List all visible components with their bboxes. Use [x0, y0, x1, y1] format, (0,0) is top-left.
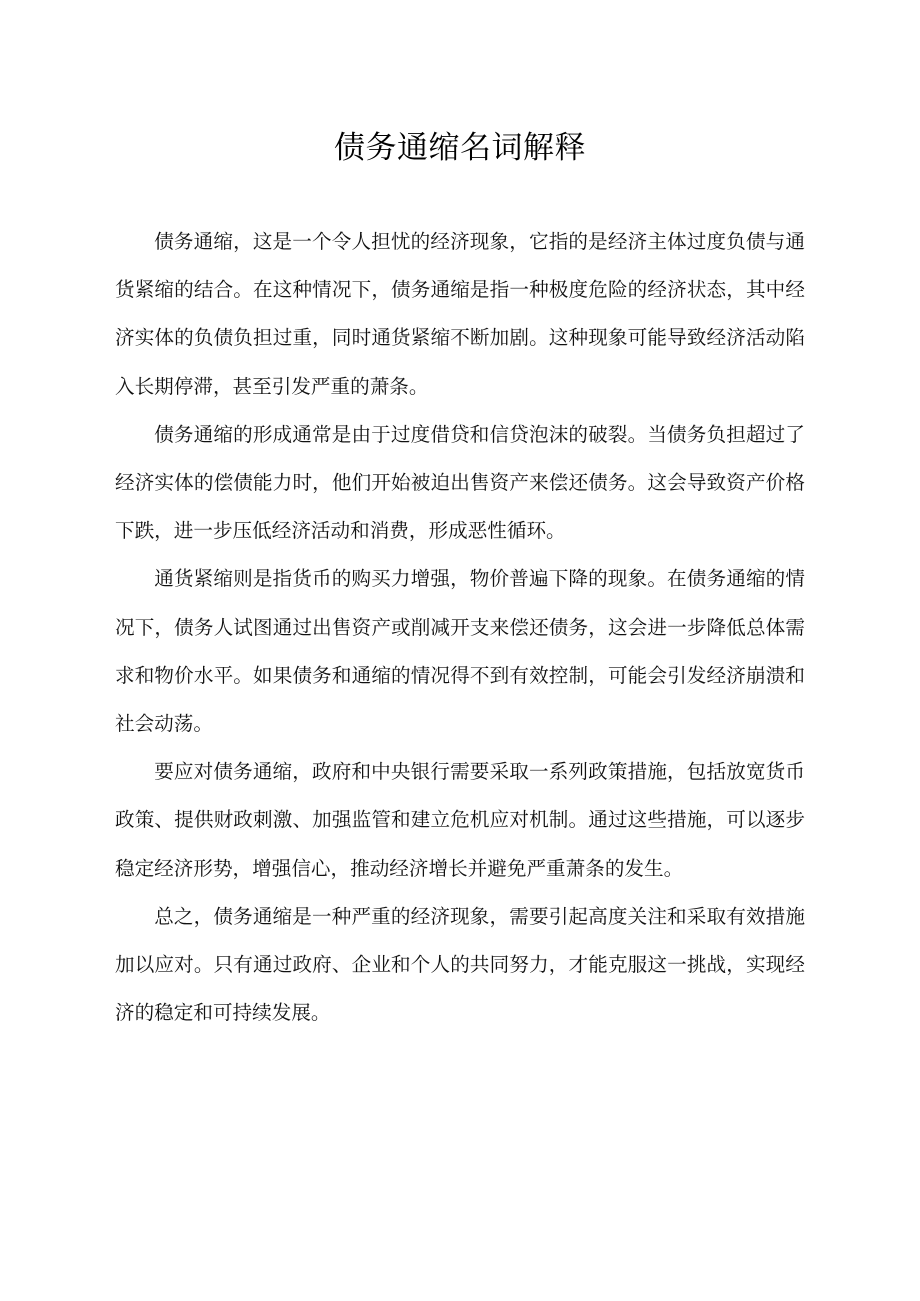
- paragraph-1: 债务通缩，这是一个令人担忧的经济现象，它指的是经济主体过度负债与通货紧缩的结合。在这种情况下，债务通缩是指一种极度危险的经济状态，其中经济实体的负债负担过重，同时通货紧缩不断加剧。这种现象可能导致经济活动陷入长期停滞，甚至引发严重的萧条。: [115, 230, 805, 398]
- page-title: 债务通缩名词解释: [334, 130, 586, 166]
- paragraph-4: 要应对债务通缩，政府和中央银行需要采取一系列政策措施，包括放宽货币政策、提供财政刺激、加强监管和建立危机应对机制。通过这些措施，可以逐步稳定经济形势，增强信心，推动经济增长并避免严重萧条的发生。: [115, 760, 805, 880]
- paragraph-5: 总之，债务通缩是一种严重的经济现象，需要引起高度关注和采取有效措施加以应对。只有通过政府、企业和个人的共同努力，才能克服这一挑战，实现经济的稳定和可持续发展。: [115, 904, 805, 1025]
- document-body: [115, 218, 805, 1037]
- paragraph-3: 通货紧缩则是指货币的购买力增强，物价普遍下降的现象。在债务通缩的情况下，债务人试图通过出售资产或削减开支来偿还债务，这会进一步降低总体需求和物价水平。如果债务和通缩的情况得不到有效控制，可能会引发经济崩溃和社会动荡。: [115, 567, 805, 736]
- paragraph-2: 债务通缩的形成通常是由于过度借贷和信贷泡沫的破裂。当债务负担超过了经济实体的偿债能力时，他们开始被迫出售资产来偿还债务。这会导致资产价格下跌，进一步压低经济活动和消费，形成恶性循环。: [115, 422, 805, 543]
